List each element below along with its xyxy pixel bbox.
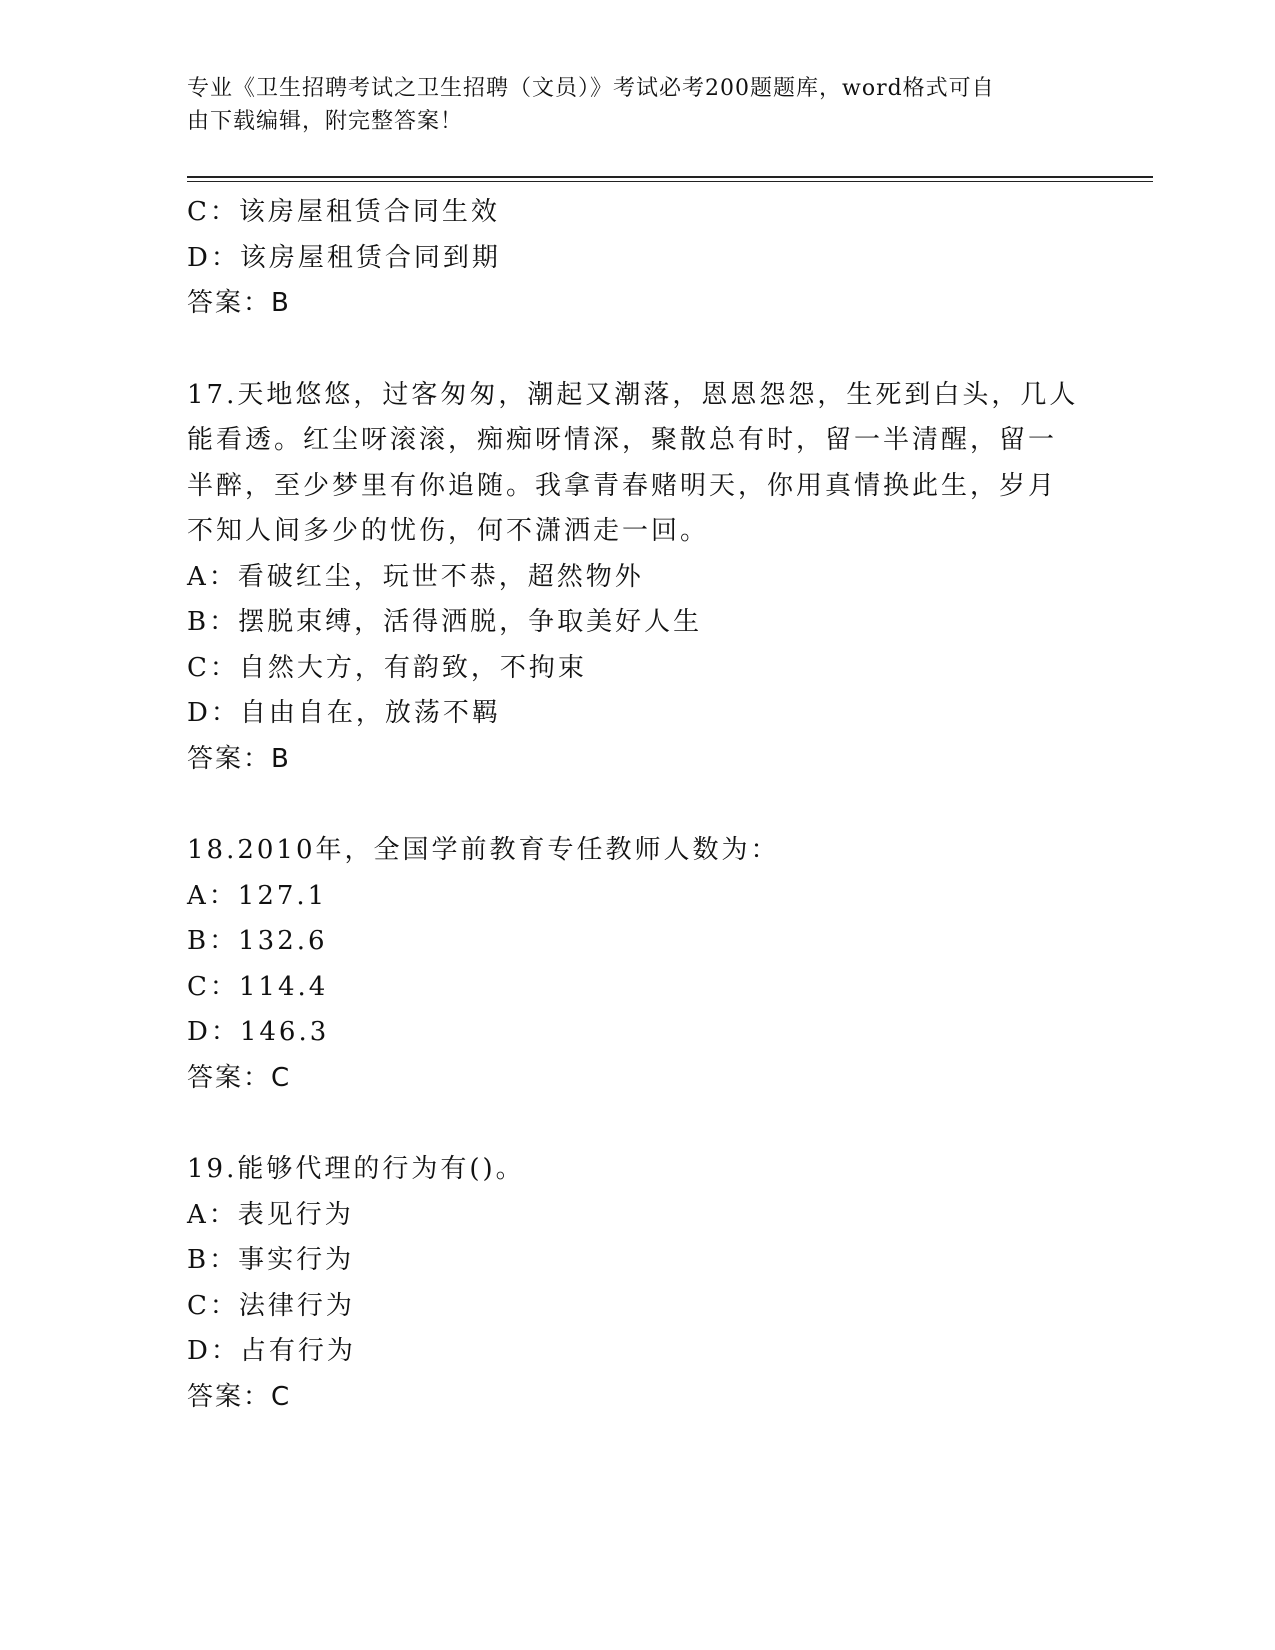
question-stem-line: 不知人间多少的忧伤，何不潇洒走一回。 — [187, 516, 710, 546]
question-stem: 18.2010年，全国学前教育专任教师人数为： — [187, 835, 780, 865]
question-stem: 19.能够代理的行为有()。 — [187, 1154, 525, 1184]
header-divider-thick — [187, 176, 1153, 178]
question-18 — [187, 828, 1067, 1101]
spacer — [187, 1101, 1067, 1147]
option-b: B：事实行为 — [187, 1245, 355, 1275]
answer-line: 答案：C — [187, 1381, 292, 1412]
answer-line: 答案：C — [187, 1062, 292, 1093]
question-17 — [187, 373, 1079, 783]
question-stem-line: 17.天地悠悠，过客匆匆，潮起又潮落，恩恩怨怨，生死到白头，几人 — [187, 379, 1079, 410]
answer-line: 答案：B — [187, 743, 291, 774]
option-a: A：127.1 — [187, 880, 328, 911]
option-b: B：摆脱束缚，活得洒脱，争取美好人生 — [187, 607, 703, 637]
option-c: C：法律行为 — [187, 1290, 355, 1321]
option-c: C：自然大方，有韵致，不拘束 — [187, 652, 587, 683]
question-stem-line: 能看透。红尘呀滚滚，痴痴呀情深，聚散总有时，留一半清醒，留一 — [187, 425, 1058, 455]
spacer — [187, 327, 1067, 373]
option-d: D：占有行为 — [187, 1336, 356, 1366]
question-stem-line: 半醉，至少梦里有你追随。我拿青春赌明天，你用真情换此生，岁月 — [187, 470, 1058, 501]
option-d: D：自由自在，放荡不羁 — [187, 698, 501, 728]
header-divider-thin — [187, 181, 1153, 182]
header-line-1: 专业《卫生招聘考试之卫生招聘（文员）》考试必考200题题库，word格式可自 — [187, 76, 995, 101]
header-line-2: 由下载编辑，附完整答案！ — [187, 109, 464, 134]
document-header — [187, 72, 1067, 138]
option-c: C：该房屋租赁合同生效 — [187, 197, 500, 227]
option-c: C：114.4 — [187, 971, 329, 1002]
option-b: B：132.6 — [187, 926, 328, 956]
option-d: D：146.3 — [187, 1017, 330, 1047]
question-19 — [187, 1147, 1067, 1420]
answer-line: 答案：B — [187, 288, 291, 318]
question-16-continued — [187, 190, 1067, 327]
spacer — [187, 782, 1067, 828]
option-a: A：表见行为 — [187, 1199, 354, 1230]
option-a: A：看破红尘，玩世不恭，超然物外 — [187, 561, 644, 592]
question-list — [187, 190, 1079, 1420]
option-d: D：该房屋租赁合同到期 — [187, 242, 501, 273]
